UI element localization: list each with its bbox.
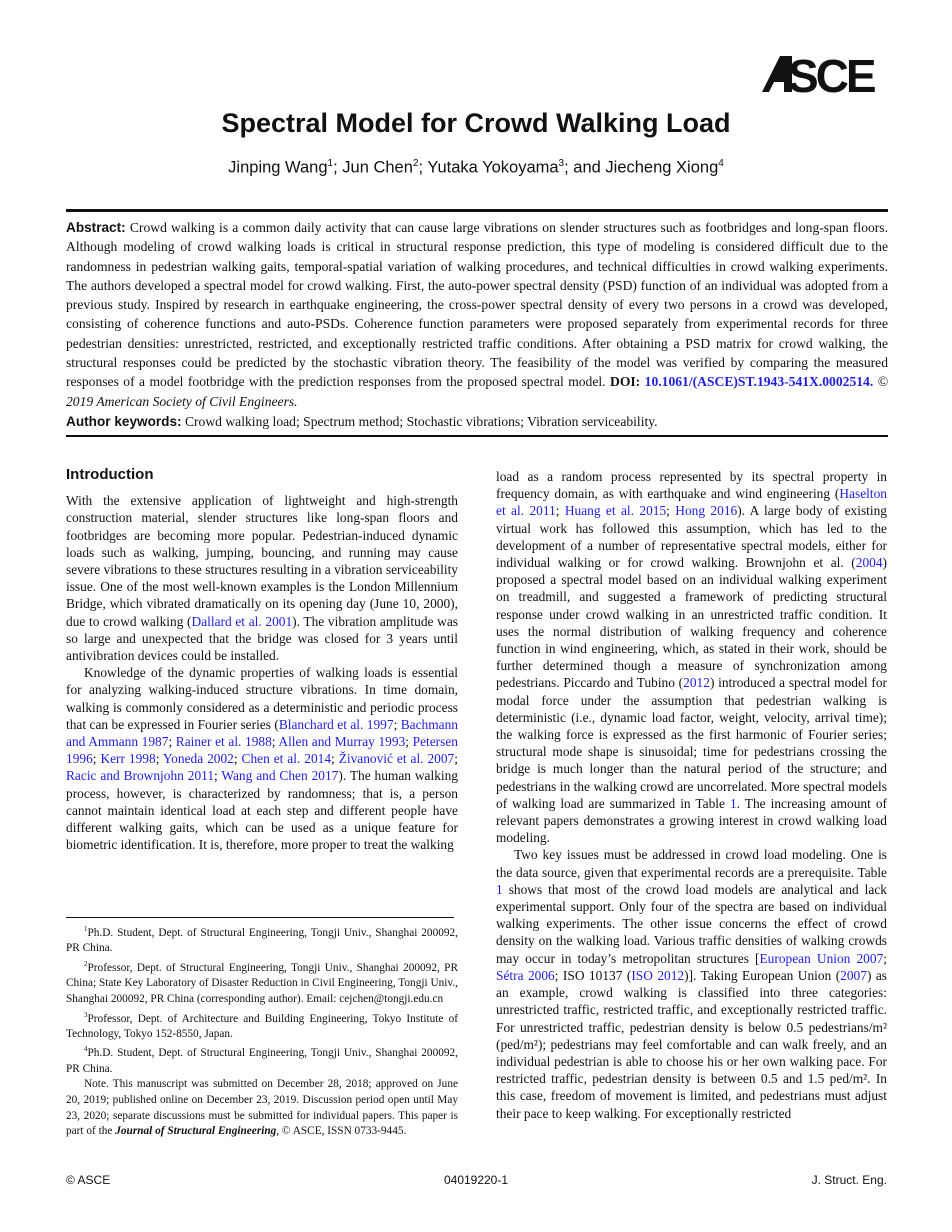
citation-link[interactable]: Hong 2016 xyxy=(675,503,738,519)
text-run: ) proposed a spectral model based on an individual walking experiment on treadmill, and suggested a framework of predicting structural response under crowd walking in an unrestricted traffic condition. It uses the normal distribution of walking frequency and coherence function in wind engineering, which, as stated in their work, should be further determined though a measure of synchronization among pedestrians. Piccardo and Tubino ( xyxy=(496,555,887,691)
asce-logo xyxy=(762,52,888,96)
citation-link[interactable]: Haselton et al. 2011 xyxy=(496,486,887,519)
text-run: ; xyxy=(454,751,458,767)
text-run: ; xyxy=(555,503,565,519)
manuscript-note: Note. This manuscript was submitted on December 28, 2018; approved on June 20, 2019; published online on December 23, 2019. Discussion period open until May 23, 2020; separate discussions must be submitted for individual papers. This paper is part of the Journal of Structural Engineering, © ASCE, ISSN 0733-9445. xyxy=(66,1078,458,1138)
author-name: Jiecheng Xiong xyxy=(605,158,719,177)
text-run: shows that most of the crowd load models are analytical and lack experimental support. Only four of the spectra are based on individual walking experiments. The other issue concerns the effect of crowd density on the walking load. Various traffic densities of walking crowds may occur in today’s metropolitan structures [ xyxy=(496,881,887,966)
citation-link[interactable]: Živanović et al. 2007 xyxy=(338,751,455,767)
text-run: ) as an example, crowd walking is classified into three categories: unrestricted traffic, restricted traffic, and exceptionally restricted traffic. For unrestricted traffic, pedestrian density is below 0.5 pedestrians/m² (ped/m²); pedestrians may feel comfortable and can walk freely, and an individual pedestrian is able to choose his or her own walking pace. For restricted traffic, pedestrian density is between 0.5 and 1.5 ped/m². In this case, freedom of movement is limited, and pedestrians must adjust their pace to keep walking. For exceptionally restricted xyxy=(496,967,887,1121)
text-run: Two key issues must be addressed in crowd load modeling. One is the data source, given that experimental records are a prerequisite. Table xyxy=(496,847,887,880)
citation-link[interactable]: Bachmann and Ammann 1987 xyxy=(66,716,458,750)
citation-link[interactable]: Allen and Murray 1993 xyxy=(278,734,406,750)
footnote-text: Professor, Dept. of Architecture and Building Engineering, Tokyo Institute of Technology, Tokyo 152-8550, Japan. xyxy=(66,1012,458,1040)
citation-link[interactable]: 2012 xyxy=(683,675,710,691)
right-column xyxy=(496,468,887,1122)
footnote xyxy=(66,1008,458,1043)
citation-link[interactable]: Wang and Chen 2017 xyxy=(221,768,339,784)
paragraph xyxy=(66,492,458,664)
author-separator: ; and xyxy=(564,158,606,177)
citation-link[interactable]: Petersen 1996 xyxy=(66,734,458,767)
author-separator: ; xyxy=(333,158,343,177)
doi-label: DOI: xyxy=(610,374,641,390)
text-run: ; xyxy=(271,734,279,750)
text-run: ; xyxy=(331,751,339,767)
citation-link[interactable]: 1 xyxy=(496,881,503,897)
citation-link[interactable]: Yoneda 2002 xyxy=(162,751,234,767)
text-run: . The increasing amount of relevant papers demonstrates a growing interest in crowd walking load modeling. xyxy=(496,795,887,846)
text-run: load as a random process represented by its spectral property in frequency domain, as with earthquake and wind engineering ( xyxy=(496,469,887,502)
footnote-rule xyxy=(66,917,454,918)
text-run: With the extensive application of lightweight and high-strength construction material, slender structures like long-span floors and footbridges are becoming more popular. Pedestrian-induced dynamic loads such as walking, jumping, bouncing, and running may cause severe vibrations to these structures resulting in a vibration serviceability issue. One of the most well-known examples is the London Millennium Bridge, which vibrated dramatically on its opening day (June 10, 2000), due to crowd walking ( xyxy=(66,493,458,629)
author-affiliation-mark: 3 xyxy=(558,158,565,169)
footnote-text: Professor, Dept. of Structural Engineering, Tongji Univ., Shanghai 200092, PR China; State Key Laboratory of Disaster Reduction in Civil Engineering, Tongji Univ., Shanghai 200092, PR China (corresponding author). Email: cejchen@tongji.edu.cn xyxy=(66,961,458,1005)
text-run: ; ISO 10137 ( xyxy=(554,967,632,983)
text-run: ; xyxy=(666,503,676,519)
footer-copyright: © ASCE xyxy=(66,1173,111,1187)
text-run: ; xyxy=(168,734,176,750)
citation-link[interactable]: Rainer et al. 1988 xyxy=(175,734,272,750)
text-run: ) introduced a spectral model for modal force under the assumption that pedestrian walking is deterministic (i.e., dynamic load factor, weight, velocity, arrival time); the walking force is expressed as the first harmonic of Fourier series; structural mode shape is sinusoidal; time for pedestrians crossing the bridge is much longer than the natural period of the structure; and pedestrians in the walking crowd are uncorrelated. More spectral models of walking load are summarized in Table xyxy=(496,675,888,811)
paragraph xyxy=(496,846,887,1121)
text-run: ). The human walking process, however, is characterized by randomness; that is, a person cannot maintain identical load at each step and different people have different walking gaits, which can be used as a unique feature for biometric identification. It is, therefore, more proper to treat the walking xyxy=(66,768,458,853)
abstract-bottom-rule xyxy=(66,435,888,437)
abstract-text: Crowd walking is a common daily activity that can cause large vibrations on slender structures such as footbridges and long-span floors. Although modeling of crowd walking loads is critical in structural response prediction, this type of modeling is considered difficult due to the randomness in pedestrian walking gaits, temporal-spatial variation of walking procedures, and technical difficulties in crowd walking experiments. The authors developed a spectral model for crowd walking. First, the auto-power spectral density (PSD) function of an individual was adopted from a previous study. Inspired by research in earthquake engineering, the cross-power spectral density of every two persons in a crowd was developed, consisting of coherence functions and auto-PSDs. Coherence function parameters were proposed separately from experimental records for three pedestrian densities: unrestricted, restricted, and exceptionally restricted traffic conditions. After obtaining a PSD matrix for crowd walking, the structural responses could be predicted by the stochastic vibration theory. The feasibility of the model was verified by comparing the measured responses of a model footbridge with the prediction responses from the proposed spectral model. xyxy=(66,220,888,390)
footer-journal: J. Struct. Eng. xyxy=(811,1173,887,1187)
citation-link[interactable]: Racic and Brownjohn 2011 xyxy=(66,768,215,784)
citation-link[interactable]: ISO 2012 xyxy=(631,967,685,983)
citation-link[interactable]: Sétra 2006 xyxy=(496,967,555,983)
footnote-text: Ph.D. Student, Dept. of Structural Engineering, Tongji Univ., Shanghai 200092, PR China. xyxy=(66,926,458,955)
author-name: Jun Chen xyxy=(342,158,413,177)
text-run: ; xyxy=(393,716,401,732)
citation-link[interactable]: Dallard et al. 2001 xyxy=(191,613,293,629)
paragraph xyxy=(496,468,887,846)
abstract-top-rule xyxy=(66,209,888,212)
paper-title: Spectral Model for Crowd Walking Load xyxy=(221,108,731,138)
citation-link[interactable]: Huang et al. 2015 xyxy=(564,503,667,519)
author-affiliation-mark: 4 xyxy=(718,158,724,169)
footnote-mark: 2 xyxy=(84,959,88,968)
footnote xyxy=(66,922,458,957)
abstract xyxy=(66,218,888,411)
abstract-label: Abstract: xyxy=(66,220,126,235)
citation-link[interactable]: 2004 xyxy=(855,555,883,571)
text-run: ; xyxy=(92,751,101,767)
left-column xyxy=(66,466,458,853)
text-run: ; xyxy=(214,768,222,784)
citation-link[interactable]: European Union 2007 xyxy=(759,950,884,966)
footnote-mark: 3 xyxy=(84,1010,88,1019)
text-run: )]. Taking European Union ( xyxy=(684,967,841,983)
text-run: ; xyxy=(405,734,413,750)
author-name: Yutaka Yokoyama xyxy=(427,158,559,177)
citation-link[interactable]: Kerr 1998 xyxy=(100,751,156,767)
citation-link[interactable]: 1 xyxy=(729,795,737,811)
section-heading: Introduction xyxy=(66,466,154,483)
journal-name: Journal of Structural Engineering xyxy=(115,1125,277,1138)
author-affiliation-mark: 2 xyxy=(412,158,419,169)
keywords-label: Author keywords: xyxy=(66,414,182,429)
citation-link[interactable]: 2007 xyxy=(840,967,867,983)
author-name: Jinping Wang xyxy=(228,158,328,177)
text-run: ; xyxy=(233,751,242,767)
citation-link[interactable]: Chen et al. 2014 xyxy=(241,751,332,767)
footer-page-id: 04019220-1 xyxy=(443,1173,509,1187)
footnote-mark: 1 xyxy=(84,925,88,933)
text-run: ; xyxy=(155,751,163,767)
footnote xyxy=(66,957,458,1008)
author-affiliation-mark: 1 xyxy=(327,158,334,169)
text-run: Knowledge of the dynamic properties of walking loads is essential for analyzing walking-induced structure vibrations. In time domain, walking is commonly considered as a deterministic and periodic process that can be expressed in Fourier series ( xyxy=(66,665,458,732)
doi-link[interactable]: 10.1061/(ASCE)ST.1943-541X.0002514. xyxy=(644,374,874,390)
copyright: © 2019 American Society of Civil Engineers. xyxy=(66,374,889,409)
footnotes xyxy=(66,922,458,1140)
footnote-text: Ph.D. Student, Dept. of Structural Engineering, Tongji Univ., Shanghai 200092, PR China. xyxy=(66,1047,458,1075)
author-list xyxy=(0,158,952,178)
text-run: ). A large body of existing virtual work has followed this assumption, which has led to the development of a number of representative spectral models, either for individual walking or for crowd walking. Brownjohn et al. ( xyxy=(496,503,888,571)
citation-link[interactable]: Blanchard et al. 1997 xyxy=(278,716,394,732)
text-run: ; xyxy=(883,950,887,966)
paragraph xyxy=(66,664,458,853)
svg-text:SCE: SCE xyxy=(788,52,874,96)
text-run: ). The vibration amplitude was so large and unexpected that the bridge was closed for 3 years until antivibration devices could be installed. xyxy=(66,613,458,664)
author-separator: ; xyxy=(418,158,428,177)
footnote-mark: 4 xyxy=(84,1045,88,1054)
footnote xyxy=(66,1042,458,1077)
keywords-text: Crowd walking load; Spectrum method; Stochastic vibrations; Vibration serviceability. xyxy=(181,414,658,429)
author-keywords xyxy=(66,414,888,430)
